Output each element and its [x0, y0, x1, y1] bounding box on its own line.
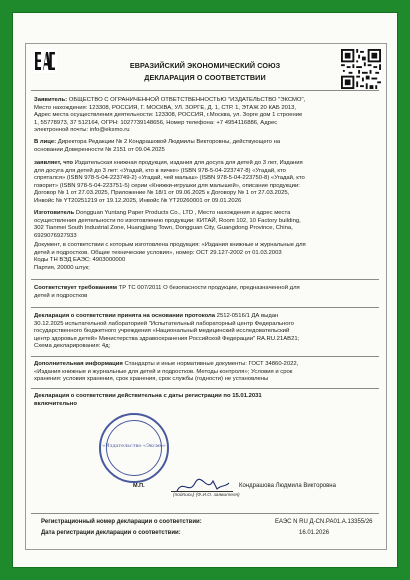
document-text: Документ, в соответствии с которым изготовлена продукция: «Издания книжные и журнальные для детей и подростков. Общие технические условия», номер: ОСТ 29.127-2002 от 01.03.2003 Коды ТН ВЭД ЕАЭС: 4903000000 Партия, 20000 штук; — [34, 242, 306, 271]
applicant-text: ОБЩЕСТВО С ОГРАНИЧЕННОЙ ОТВЕТСТВЕННОСТЬЮ "ИЗДАТЕЛЬСТВО "ЭКСМО", Место нахождения: 123308, РОССИЯ, Г. МОСКВА, УЛ. ЗОРГЕ, Д. 1, СТР. 1, ЭТАЖ 20 КАБ 2013, Адрес места осуществления деятельности: 123308, РОССИЯ, г.Москва, ул. Зорге дом 1 строение 1, 55778973, 37 512164, ОГРН: 1027739148656, Номер телефона: +7 4954116886, Адрес электронной почты: info@eksmo.ru — [34, 97, 306, 134]
requirements-label: Соответствует требованиям — [34, 285, 118, 291]
divider — [31, 279, 379, 280]
declares-text: Издательская книжная продукция, издания для досуга для детей до 3 лет, Издания для досуга для детей до 3 лет: «Угадай, кто в яичке» (ISBN 978-5-04-223747-8) «Угадай, кто спрятался» (ISBN 978-5-04-223749-2) «Угадай, чей малыш» (ISBN 978-5-04-223750-8) «Угадай, кто говорит» (ISBN 978-5-04-223751-5) серии «Книжки-игрушки для малышей», описание продукции: Договор № 1 от 27.03.2025, Приложение № 18/1 от 09.06.2025 к Договору № 1 от 27.03.2025, Инвойс № YT20251219 от 19.12.2025, Инвойс № YT20260001 от 09.01.2026 — [34, 160, 305, 204]
additional-text: Стандарты и иные нормативные документы: ГОСТ 34860-2022, «Издания книжные и журнальные для детей и подростков. Методы контроля»; Условия и срок хранения: условия хранения, срок хранения, срок службы (годности) не установлены — [34, 361, 299, 383]
person-text: Директора Редакции № 2 Кондрашовой Людмилы Викторовны, действующего на основании Доверенности № 2151 от 09.04.2025 — [34, 139, 281, 153]
divider — [31, 307, 379, 308]
manufacturer-block — [34, 210, 379, 240]
requirements-block — [34, 285, 379, 300]
person-block — [34, 139, 379, 154]
requirements-text: ТР ТС 007/2011 О безопасности продукции, предназначенной для детей и подростков — [34, 285, 300, 299]
registration-number: ЕАЭС N RU Д-CN.PA01.А.13355/26 — [275, 519, 373, 525]
signature-line — [171, 491, 233, 492]
company-seal — [99, 413, 169, 483]
registration-number-label: Регистрационный номер декларации о соответствии: — [41, 519, 202, 525]
person-label: В лице: — [34, 139, 57, 145]
validity-block — [34, 393, 379, 408]
document-block — [34, 242, 379, 272]
declares-block — [34, 160, 379, 206]
declaration-page — [13, 13, 397, 567]
manufacturer-label: Изготовитель — [34, 210, 75, 216]
divider — [31, 356, 379, 357]
registration-date-label: Дата регистрации декларации о соответствии: — [41, 530, 181, 536]
seal-text: «Издательство «Эксмо» — [102, 443, 166, 449]
additional-block — [34, 361, 379, 384]
applicant-block — [34, 97, 379, 135]
basis-block — [34, 313, 379, 351]
union-heading: ЕВРАЗИЙСКИЙ ЭКОНОМИЧЕСКИЙ СОЮЗ — [129, 61, 281, 70]
divider — [31, 513, 379, 514]
divider — [31, 388, 379, 389]
basis-text: 2512-0516/1 ДА выдан 30.12.2025 испытательной лабораторией "Испытательный лабораторный центр Федерального государственного бюджетного учреждения «Национальный медицинский исследовательский центр здоровья детей» Министерства здравоохранения Российской Федерации" RA.RU.21АВ21; Схема декларирования: 4д; — [34, 313, 300, 350]
validity-text: 15.01.2031 включительно — [34, 393, 262, 407]
declares-label: заявляет, что — [34, 160, 74, 166]
divider — [31, 90, 379, 91]
signature-caption: (подпись) (Ф.И.О. заявителя) — [173, 493, 240, 498]
registration-date: 16.01.2026 — [299, 530, 330, 536]
validity-label: Декларация о соответствии действительна с даты регистрации по — [34, 393, 231, 399]
basis-label: Декларация о соответствии принята на основании протокола — [34, 313, 216, 319]
document-title: ДЕКЛАРАЦИЯ О СООТВЕТСТВИИ — [144, 73, 266, 82]
applicant-label: Заявитель: — [34, 97, 68, 103]
manufacturer-text: Dongguan Yuntang Paper Products Co., LTD , Место нахождения и адрес места осуществления деятельности по изготовлению продукции: КИТАЙ, Room 102, 10 Factory building, 302 Tianmei South Industrial Zone, Huangjiang Town, Dongguan City, Guangdong Province, China, 6929076927933 — [34, 210, 301, 239]
signer-name: Кондрашова Людмила Викторовна — [239, 483, 336, 489]
additional-label: Дополнительная информация — [34, 361, 123, 367]
mp-label: М.П. — [133, 483, 145, 489]
